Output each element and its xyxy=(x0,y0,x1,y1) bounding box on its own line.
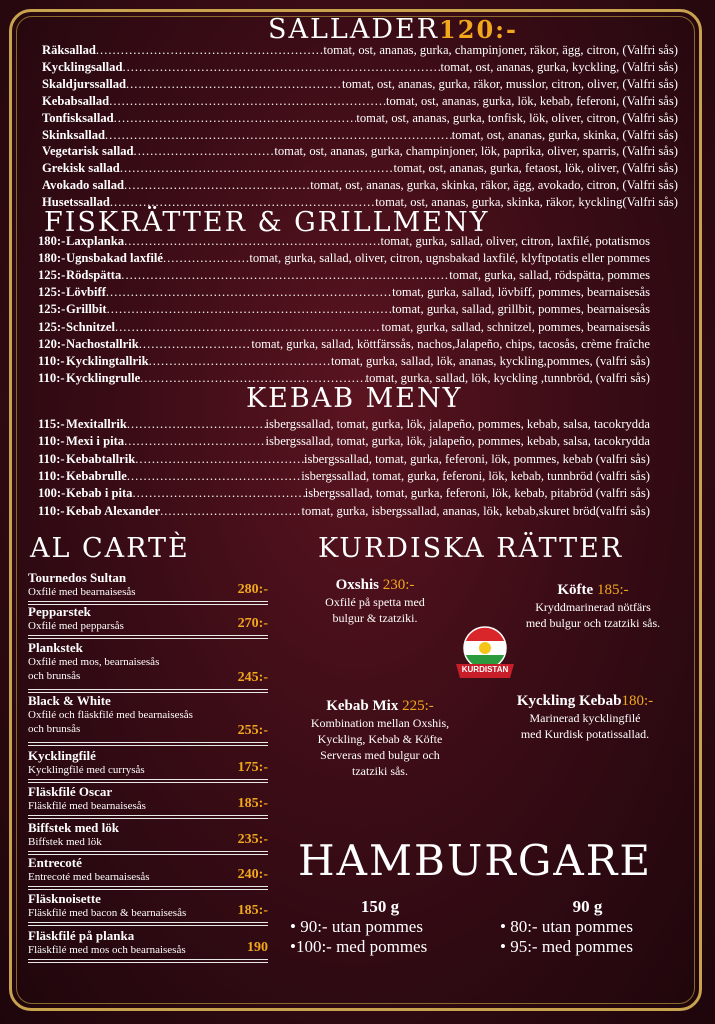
dot-leader xyxy=(124,178,310,193)
item-desc: tomat, ost, ananas, gurka, tonfisk, lök, oliver, citron, (Valfri sås) xyxy=(356,110,678,125)
salads-item xyxy=(42,161,678,179)
item-desc: Entrecoté med bearnaisesås xyxy=(28,871,150,883)
divider xyxy=(28,638,268,639)
kurdish-item-kofte xyxy=(508,582,678,631)
item-name: Ugnsbakad laxfilé xyxy=(66,251,163,266)
alacarte-item xyxy=(28,928,268,957)
burger-price-line: •100:- med pommes xyxy=(290,937,428,956)
alacarte-item xyxy=(28,855,268,884)
burger-price-line: • 80:- utan pommes xyxy=(500,917,633,936)
kurdish-item-name: Oxshis xyxy=(335,577,379,593)
item-price: 110:- xyxy=(38,370,65,385)
kurdish-item-name: Köfte xyxy=(557,582,594,598)
item-price: 245:- xyxy=(237,670,268,685)
item-name: Black & White xyxy=(28,693,111,708)
burger-price-text: 100:- med pommes xyxy=(295,937,428,956)
salads-item xyxy=(42,178,678,196)
burgers-heading: HAMBURGARE xyxy=(298,836,653,885)
item-desc: tomat, gurka, sallad, grillbit, pommes, bearnaisesås xyxy=(391,302,650,317)
item-desc: och brunsås xyxy=(28,670,81,682)
item-name: Mexi i pita xyxy=(66,434,125,449)
salads-price: 120:- xyxy=(439,15,518,44)
item-name: Husetssallad xyxy=(42,195,110,210)
item-name: Kycklingsallad xyxy=(42,59,123,74)
item-desc: tomat, gurka, sallad, lök, kyckling ,tunnbröd, (valfri sås) xyxy=(365,370,650,385)
dot-leader xyxy=(109,94,386,109)
item-price: 240:- xyxy=(237,867,268,882)
item-price: 180:- xyxy=(38,251,66,266)
alacarte-item xyxy=(28,604,268,633)
dot-leader xyxy=(160,504,301,519)
item-name: Grillbit xyxy=(66,302,107,317)
item-name: Laxplanka xyxy=(66,234,125,248)
salads-item xyxy=(42,94,678,112)
kurdish-item-desc: Serveras med bulgur och xyxy=(320,748,440,762)
fish-item xyxy=(38,337,650,355)
item-name: Tournedos Sultan xyxy=(28,570,127,585)
fish-heading: FISKRÄTTER & GRILLMENY xyxy=(44,207,490,238)
salads-item xyxy=(42,128,678,146)
item-price: 235:- xyxy=(237,832,268,847)
alacarte-item xyxy=(28,891,268,920)
fish-item xyxy=(38,320,650,338)
burger-price-line: • 95:- med pommes xyxy=(500,937,633,956)
item-desc: isbergssallad, tomat, gurka, feferoni, lök, kebab, tunnbröd (valfri sås) xyxy=(301,468,650,483)
item-price: 180:- xyxy=(38,234,66,248)
dot-leader xyxy=(127,469,301,484)
item-price: 270:- xyxy=(237,616,268,631)
salads-title: SALLADER xyxy=(268,14,440,45)
burger-price-text: 95:- med pommes xyxy=(510,937,633,956)
dot-leader xyxy=(114,111,357,126)
divider xyxy=(28,922,268,923)
dot-leader xyxy=(121,268,449,283)
alacarte-heading: AL CARTÈ xyxy=(30,533,190,564)
item-name: Räksallad xyxy=(42,43,96,57)
divider xyxy=(28,962,268,963)
item-name: Schnitzel xyxy=(66,319,115,334)
kebab-item xyxy=(38,452,650,470)
item-price: 110:- xyxy=(38,468,65,483)
salads-item xyxy=(42,111,678,129)
divider xyxy=(28,742,268,743)
item-name: Fläsknoisette xyxy=(28,891,101,906)
item-desc: Oxfilé med pepparsås xyxy=(28,620,124,632)
dot-leader xyxy=(126,77,342,92)
burger-size-90 xyxy=(500,897,675,957)
dot-leader xyxy=(122,60,440,75)
item-price: 110:- xyxy=(38,451,65,466)
item-desc: Fläskfilé med bacon & bearnaisesås xyxy=(28,907,187,919)
burger-size-150 xyxy=(290,897,470,957)
item-name: Tonfisksallad xyxy=(42,110,114,125)
kurdish-item-desc: med bulgur och tzatziki sås. xyxy=(525,616,661,630)
kurdish-item-desc: tzatziki sås. xyxy=(352,764,408,778)
kurdish-item-desc: Kryddmarinerad nötfärs xyxy=(535,600,651,614)
dot-leader xyxy=(132,486,304,501)
dot-leader xyxy=(124,234,380,249)
item-name: Nachostallrik xyxy=(66,336,139,351)
item-desc: tomat, gurka, sallad, oliver, citron, laxfilé, potatismos xyxy=(380,234,650,248)
dot-leader xyxy=(106,285,392,300)
item-price: 100:- xyxy=(38,486,66,501)
item-price: 125:- xyxy=(38,302,66,317)
burger-size-label: 150 g xyxy=(360,897,400,916)
dot-leader xyxy=(149,354,331,369)
item-price: 115:- xyxy=(38,417,65,431)
kurdish-item-oxshis xyxy=(300,577,450,626)
item-desc: Fläskfilé med mos och bearnaisesås xyxy=(28,944,186,956)
divider xyxy=(28,782,268,783)
divider xyxy=(28,959,268,960)
burger-price-text: 80:- utan pommes xyxy=(510,917,633,936)
item-desc: Fläskfilé med bearnaisesås xyxy=(28,800,146,812)
item-name: Skaldjurssallad xyxy=(42,76,126,91)
item-desc: tomat, ost, ananas, gurka, champinjoner, lök, paprika, oliver, sparris, (Valfri sås) xyxy=(274,144,678,159)
alacarte-item xyxy=(28,748,268,777)
item-name: Kycklingrulle xyxy=(66,370,141,385)
alacarte-item xyxy=(28,693,268,740)
divider xyxy=(28,779,268,780)
item-price: 255:- xyxy=(237,723,268,738)
kurdish-item-desc: Kyckling, Kebab & Köfte xyxy=(317,732,443,746)
item-price: 110:- xyxy=(38,503,65,518)
salads-item xyxy=(42,43,678,61)
item-desc: tomat, gurka, sallad, lök, ananas, kyckling,pommes, (valfri sås) xyxy=(331,353,650,368)
item-desc: isbergssallad, tomat, gurka, lök, jalapeño, pommes, kebab, salsa, tacokrydda xyxy=(265,434,650,449)
dot-leader xyxy=(120,161,394,176)
kurdish-heading: KURDISKA RÄTTER xyxy=(318,533,624,564)
item-desc: Oxfilé och fläskfilé med bearnaisesås xyxy=(28,709,193,721)
item-price: 110:- xyxy=(38,353,65,368)
kurdish-item-kebab-mix xyxy=(290,698,470,779)
fish-item xyxy=(38,268,650,286)
fish-item xyxy=(38,285,650,303)
item-name: Kycklingfilé xyxy=(28,748,96,763)
divider xyxy=(28,925,268,926)
item-name: Entrecoté xyxy=(28,855,82,870)
fish-item xyxy=(38,234,650,252)
dot-leader xyxy=(115,320,381,335)
item-desc: isbergssallad, tomat, gurka, feferoni, lök, kebab, pitabröd (valfri sås) xyxy=(304,486,650,501)
item-price: 185:- xyxy=(237,796,268,811)
item-name: Kebab i pita xyxy=(66,486,133,501)
item-price: 185:- xyxy=(237,903,268,918)
item-desc: tomat, ost, ananas, gurka, skinka, räkor, ägg, avokado, citron, (Valfri sås) xyxy=(310,178,678,193)
kurdish-item-desc: Oxfilé på spetta med xyxy=(325,595,425,609)
item-name: Plankstek xyxy=(28,640,83,655)
kurdish-item-desc: Marinerad kycklingfilé xyxy=(529,711,641,725)
divider xyxy=(28,851,268,852)
kurdistan-flag-emblem xyxy=(450,620,520,684)
kebab-item xyxy=(38,434,650,452)
item-desc: Oxfilé med bearnaisesås xyxy=(28,586,136,598)
divider xyxy=(28,818,268,819)
fish-item xyxy=(38,251,650,269)
item-name: Fläskfilé på planka xyxy=(28,928,135,943)
item-price: 120:- xyxy=(38,336,66,351)
divider xyxy=(28,815,268,816)
item-price: 190 xyxy=(247,940,268,955)
salads-item xyxy=(42,77,678,95)
dot-leader xyxy=(163,251,249,266)
alacarte-item xyxy=(28,784,268,813)
kebab-item xyxy=(38,417,650,435)
item-name: Vegetarisk sallad xyxy=(42,144,134,159)
item-desc: tomat, gurka, sallad, lövbiff, pommes, bearnaisesås xyxy=(392,285,650,300)
divider xyxy=(28,889,268,890)
burger-price-text: 90:- utan pommes xyxy=(300,917,423,936)
kurdistan-flag-icon xyxy=(450,620,520,684)
kebab-item xyxy=(38,504,650,522)
dot-leader xyxy=(139,337,252,352)
item-desc: och brunsås xyxy=(28,723,81,735)
kebab-heading: KEBAB MENY xyxy=(246,383,463,414)
burger-size-label: 90 g xyxy=(572,897,603,916)
item-name: Avokado sallad xyxy=(42,178,125,193)
item-desc: tomat, ost, ananas, gurka, fetaost, lök, oliver, (Valfri sås) xyxy=(393,161,678,176)
dot-leader xyxy=(135,452,304,467)
fish-item xyxy=(38,354,650,372)
item-name: Mexitallrik xyxy=(66,417,127,431)
dot-leader xyxy=(105,128,452,143)
kurdistan-label: KURDISTAN xyxy=(461,665,509,674)
dot-leader xyxy=(127,417,266,432)
item-price: 125:- xyxy=(38,319,66,334)
kurdish-item-price: 230:- xyxy=(382,577,415,593)
item-name: Rödspätta xyxy=(66,268,122,283)
kurdish-item-desc: bulgur & tzatziki. xyxy=(332,611,418,625)
divider xyxy=(28,601,268,602)
dot-leader xyxy=(96,43,323,58)
item-price: 110:- xyxy=(38,434,65,449)
item-name: Kebabtallrik xyxy=(66,451,136,466)
item-desc: Kycklingfilé med currysås xyxy=(28,764,145,776)
item-desc: Biffstek med lök xyxy=(28,836,102,848)
item-desc: tomat, ost, ananas, gurka, skinka, (Valfri sås) xyxy=(451,127,678,142)
item-name: Biffstek med lök xyxy=(28,820,119,835)
item-name: Kycklingtallrik xyxy=(66,353,149,368)
kurdish-item-name: Kebab Mix xyxy=(326,698,399,714)
kebab-item xyxy=(38,469,650,487)
divider xyxy=(28,745,268,746)
item-name: Kebab Alexander xyxy=(66,503,161,518)
kebab-item xyxy=(38,486,650,504)
divider xyxy=(28,886,268,887)
dot-leader xyxy=(124,434,265,449)
kurdish-item-desc: Kombination mellan Oxshis, xyxy=(310,716,450,730)
item-desc: isbergssallad, tomat, gurka, lök, jalapeño, pommes, kebab, salsa, tacokrydda xyxy=(265,417,650,431)
kurdish-item-desc: med Kurdisk potatissallad. xyxy=(520,727,650,741)
item-desc: tomat, gurka, isbergssallad, ananas, lök, kebab,skuret bröd(valfri sås) xyxy=(301,503,650,518)
item-price: 125:- xyxy=(38,268,66,283)
divider xyxy=(28,635,268,636)
kurdish-item-price: 185:- xyxy=(596,582,629,598)
item-desc: Oxfilé med mos, bearnaisesås xyxy=(28,656,160,668)
item-name: Kebabrulle xyxy=(66,468,127,483)
item-name: Pepparstek xyxy=(28,604,91,619)
salads-item xyxy=(42,60,678,78)
item-name: Fläskfilé Oscar xyxy=(28,784,113,799)
item-desc: tomat, ost, ananas, gurka, lök, kebab, feferoni, (Valfri sås) xyxy=(385,93,678,108)
alacarte-item xyxy=(28,570,268,599)
item-desc: tomat, gurka, sallad, schnitzel, pommes, bearnaisesås xyxy=(381,319,650,334)
burger-price-line: • 90:- utan pommes xyxy=(290,917,423,936)
alacarte-item xyxy=(28,820,268,849)
kurdish-item-name: Kyckling Kebab xyxy=(516,693,622,709)
item-price: 280:- xyxy=(237,582,268,597)
kurdish-item-price: 180:- xyxy=(621,693,654,709)
item-name: Kebabsallad xyxy=(42,93,110,108)
divider xyxy=(28,689,268,690)
item-desc: isbergssallad, tomat, gurka, feferoni, lök, pommes, kebab (valfri sås) xyxy=(303,451,650,466)
dot-leader xyxy=(134,144,275,159)
item-price: 175:- xyxy=(237,760,268,775)
alacarte-item xyxy=(28,640,268,687)
item-desc: tomat, gurka, sallad, rödspätta, pommes xyxy=(449,268,650,283)
item-price: 125:- xyxy=(38,285,66,300)
item-desc: tomat, gurka, sallad, oliver, citron, ugnsbakad laxfilé, klyftpotatis eller pommes xyxy=(249,251,650,266)
fish-item xyxy=(38,302,650,320)
item-desc: tomat, gurka, sallad, köttfärssås, nachos,Jalapeño, chips, tacosås, crème fraîche xyxy=(251,336,650,351)
item-desc: tomat, ost, ananas, gurka, champinjoner, räkor, ägg, citron, (Valfri sås) xyxy=(323,43,678,57)
item-name: Grekisk sallad xyxy=(42,161,120,176)
salads-item xyxy=(42,144,678,162)
item-name: Skinksallad xyxy=(42,127,106,142)
kurdish-item-kyckling-kebab xyxy=(490,693,680,742)
item-desc: tomat, ost, ananas, gurka, kyckling, (Valfri sås) xyxy=(440,59,678,74)
item-desc: tomat, ost, ananas, gurka, räkor, musslor, citron, oliver, (Valfri sås) xyxy=(342,76,678,91)
item-desc: tomat, ost, ananas, gurka, skinka, räkor, kyckling(Valfri sås) xyxy=(375,195,678,210)
salads-heading xyxy=(268,14,518,45)
kurdish-item-price: 225:- xyxy=(402,698,434,714)
dot-leader xyxy=(107,302,392,317)
item-name: Lövbiff xyxy=(66,285,106,300)
